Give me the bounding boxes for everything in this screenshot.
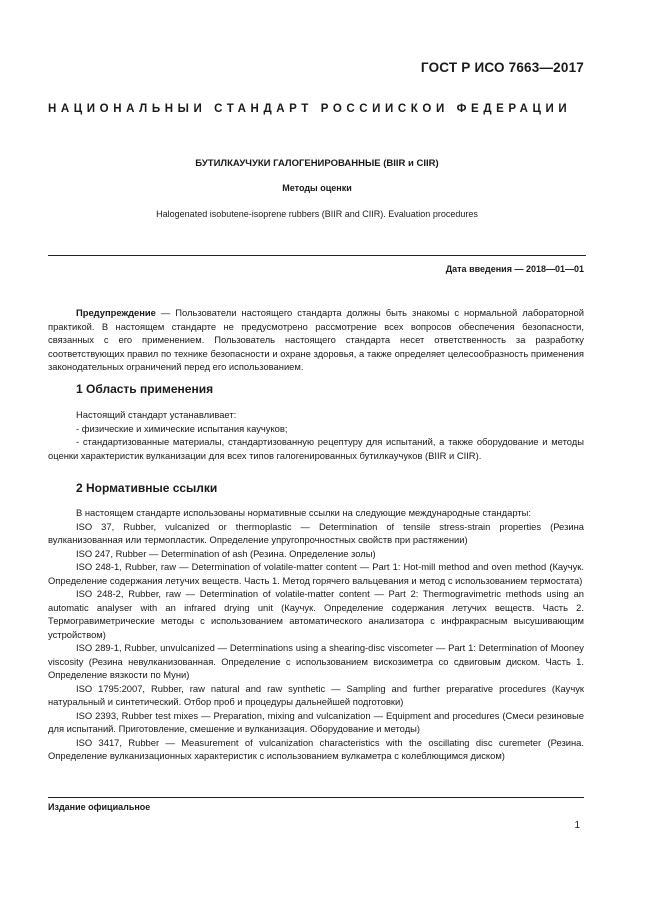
- section-scope-body: [48, 408, 584, 462]
- document-title: БУТИЛКАУЧУКИ ГАЛОГЕНИРОВАННЫЕ (BIIR и CIIR): [195, 158, 439, 169]
- document-subtitle: Методы оценки: [282, 183, 352, 193]
- reference-item: ISO 247, Rubber — Determination of ash (Резина. Определение золы): [76, 547, 376, 559]
- scope-line: Настоящий стандарт устанавливает:: [76, 409, 237, 420]
- warning-lead: Предупреждение: [76, 307, 156, 318]
- reference-item: ISO 37, Rubber, vulcanized or thermoplastic — Determination of tensile stress-strain properties (Резина вулканизованная или термопластик. Определение упругопрочностных свойств при растяжении): [48, 520, 584, 545]
- edition-label: Издание официальное: [48, 802, 151, 812]
- warning-paragraph: [48, 306, 584, 374]
- scope-line: - физические и химические испытания каучуков;: [76, 422, 288, 434]
- introduction-date: Дата введения — 2018—01—01: [445, 264, 584, 274]
- national-standard-banner: НАЦИОНАЛЬНЫЙ СТАНДАРТ РОССИЙСКОЙ ФЕДЕРАЦИИ: [48, 103, 572, 115]
- reference-item: ISO 3417, Rubber — Measurement of vulcanization characteristics with the oscillating disc curemeter (Резина. Определение вулканизационных характеристик с использованием вулкаметра с колеблющимся диском): [48, 736, 584, 761]
- scope-line: - стандартизованные материалы, стандартизованную рецептуру для испытаний, а также оборудование и методы оценки характеристик вулканизации для всех типов галогенированных бутилкаучуков (BIIR и CIIR).: [48, 436, 584, 461]
- references-intro: В настоящем стандарте использованы нормативные ссылки на следующие международные стандарты:: [76, 507, 531, 518]
- section-references-body: [48, 506, 584, 763]
- section-heading-references: 2 Нормативные ссылки: [76, 481, 218, 495]
- page-number: 1: [574, 820, 580, 831]
- english-title: Halogenated isobutene-isoprene rubbers (BIIR and CIIR). Evaluation procedures: [156, 209, 478, 219]
- reference-item: ISO 248-1, Rubber, raw — Determination of volatile-matter content — Part 1: Hot-mill method and oven method (Каучук. Определение содержания летучих веществ. Часть 1. Метод горячего вальцевания и метод с использованием термостата): [48, 561, 584, 586]
- reference-item: ISO 2393, Rubber test mixes — Preparation, mixing and vulcanization — Equipment and procedures (Смеси резиновые для испытаний. Приготовление, смешение и вулканизация. Оборудование и методы): [48, 709, 584, 734]
- reference-item: ISO 248-2, Rubber, raw — Determination of volatile-matter content — Part 2: Thermogravimetric methods using an automatic analyser with an infrared drying unit (Каучук. Определение содержания летучих веществ. Часть 2. Термогравиметрические методы с использованием автоматического анализатора с инфракрасным высушивающим устройством): [48, 588, 584, 640]
- footer-divider: [48, 797, 584, 798]
- reference-item: ISO 1795:2007, Rubber, raw natural and raw synthetic — Sampling and further preparative procedures (Каучук натуральный и синтетический. Отбор проб и процедуры дальнейшей подготовки): [48, 682, 584, 707]
- document-number: ГОСТ Р ИСО 7663—2017: [420, 60, 584, 75]
- header-divider: [48, 255, 586, 256]
- section-heading-scope: 1 Область применения: [76, 382, 214, 396]
- warning-text: — Пользователи настоящего стандарта должны быть знакомы с нормальной лабораторной практикой. В настоящем стандарте не предусмотрено рассмотрение всех вопросов обеспечения безопасности, связанных с его применением. Пользователь настоящего стандарта несет ответственность за разработку соответствующих правил по технике безопасности и охране здоровья, а также определяет целесообразность применения законодательных ограничений перед его использованием.: [48, 307, 584, 372]
- reference-item: ISO 289-1, Rubber, unvulcanized — Determinations using a shearing-disc viscometer — Part 1: Determination of Mooney viscosity (Резина невулканизованная. Определение с использованием вискозиметра со сдвиговым диском. Часть 1. Определение вязкости по Муни): [48, 642, 584, 680]
